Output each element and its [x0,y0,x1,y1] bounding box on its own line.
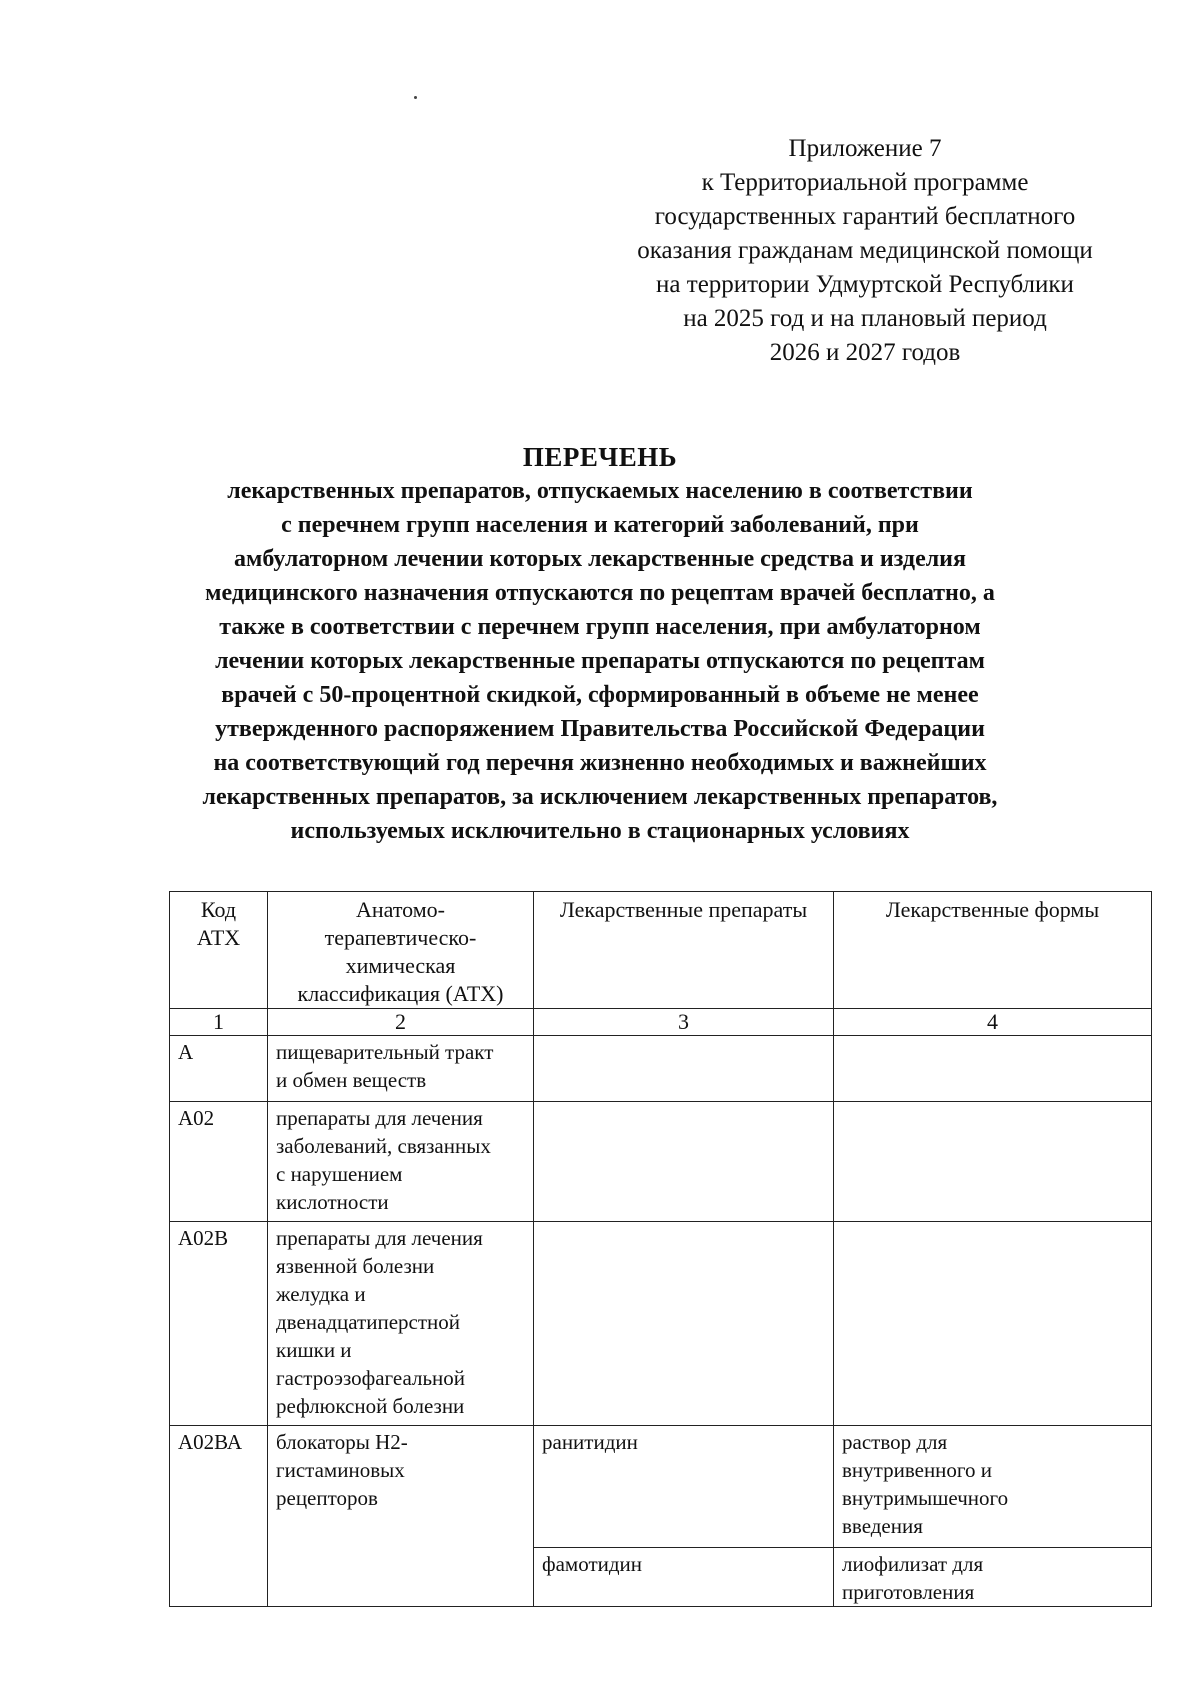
title-line: с перечнем групп населения и категорий заболеваний, при [281,512,919,538]
title-line: врачей с 50-процентной скидкой, сформированный в объеме не менее [221,682,979,708]
header-label: Анатомо- терапевтическо- химическая классификация (АТХ) [297,897,504,1006]
cell-code: А [170,1036,268,1102]
header-label: Лекарственные препараты [559,897,808,922]
cell-drug [534,1222,834,1426]
title-line: утвержденного распоряжением Правительства Российской Федерации [215,716,985,742]
cell-classification: препараты для лечения язвенной болезни желудка и двенадцатиперстной кишки и гастроэзофагеальной рефлюксной болезни [268,1222,534,1426]
column-number-row [170,1009,1152,1036]
cell-drug [534,1036,834,1102]
column-number: 4 [834,1009,1152,1036]
annex-line: на 2025 год и на плановый период [683,305,1047,332]
scan-dot-mark [414,96,417,99]
cell-form [834,1222,1152,1426]
header-label: Лекарственные формы [885,897,1100,922]
annex-line: на территории Удмуртской Республики [656,271,1074,298]
annex-line: государственных гарантий бесплатного [654,203,1076,230]
column-number: 2 [268,1009,534,1036]
cell-code: А02В [170,1222,268,1426]
title-line: на соответствующий год перечня жизненно необходимых и важнейших [213,750,987,776]
annex-line: Приложение 7 [788,135,942,162]
header-dosage-forms [834,892,1152,1009]
annex-line: 2026 и 2027 годов [769,339,961,366]
title-main: ПЕРЕЧЕНЬ [522,442,678,472]
cell-drug: ранитидин [534,1426,834,1548]
title-line: также в соответствии с перечнем групп населения, при амбулаторном [219,614,981,640]
cell-code: А02 [170,1102,268,1222]
cell-form: раствор для внутривенного и внутримышечного введения [834,1426,1152,1548]
table-row [170,1426,1152,1548]
atx-table [169,891,1152,1607]
cell-classification: препараты для лечения заболеваний, связанных с нарушением кислотности [268,1102,534,1222]
cell-drug: фамотидин [534,1548,834,1607]
annex-line: оказания гражданам медицинской помощи [637,237,1093,264]
cell-classification: пищеварительный тракт и обмен веществ [268,1036,534,1102]
annex-header [600,132,1130,370]
cell-form: лиофилизат для приготовления [834,1548,1152,1607]
table-row [170,1036,1152,1102]
header-atx-code [170,892,268,1009]
cell-form [834,1036,1152,1102]
column-number: 1 [170,1009,268,1036]
cell-code: А02ВА [170,1426,268,1607]
title-subtitle [130,474,1070,848]
header-label: Код АТХ [196,897,241,950]
title-line: лекарственных препаратов, отпускаемых населению в соответствии [227,478,973,504]
header-drugs [534,892,834,1009]
title-line: лекарственных препаратов, за исключением лекарственных препаратов, [202,784,998,810]
table-row [170,1102,1152,1222]
header-atx-classification [268,892,534,1009]
title-line: лечении которых лекарственные препараты отпускаются по рецептам [215,648,985,674]
cell-drug [534,1102,834,1222]
annex-line: к Территориальной программе [701,169,1029,196]
cell-classification: блокаторы Н2- гистаминовых рецепторов [268,1426,534,1607]
column-number: 3 [534,1009,834,1036]
title-line: используемых исключительно в стационарных условиях [290,818,910,844]
document-title [130,440,1070,848]
cell-form [834,1102,1152,1222]
table-row [170,1222,1152,1426]
title-line: медицинского назначения отпускаются по рецептам врачей бесплатно, а [205,580,995,606]
table-header-row [170,892,1152,1009]
title-line: амбулаторном лечении которых лекарственные средства и изделия [233,546,966,572]
